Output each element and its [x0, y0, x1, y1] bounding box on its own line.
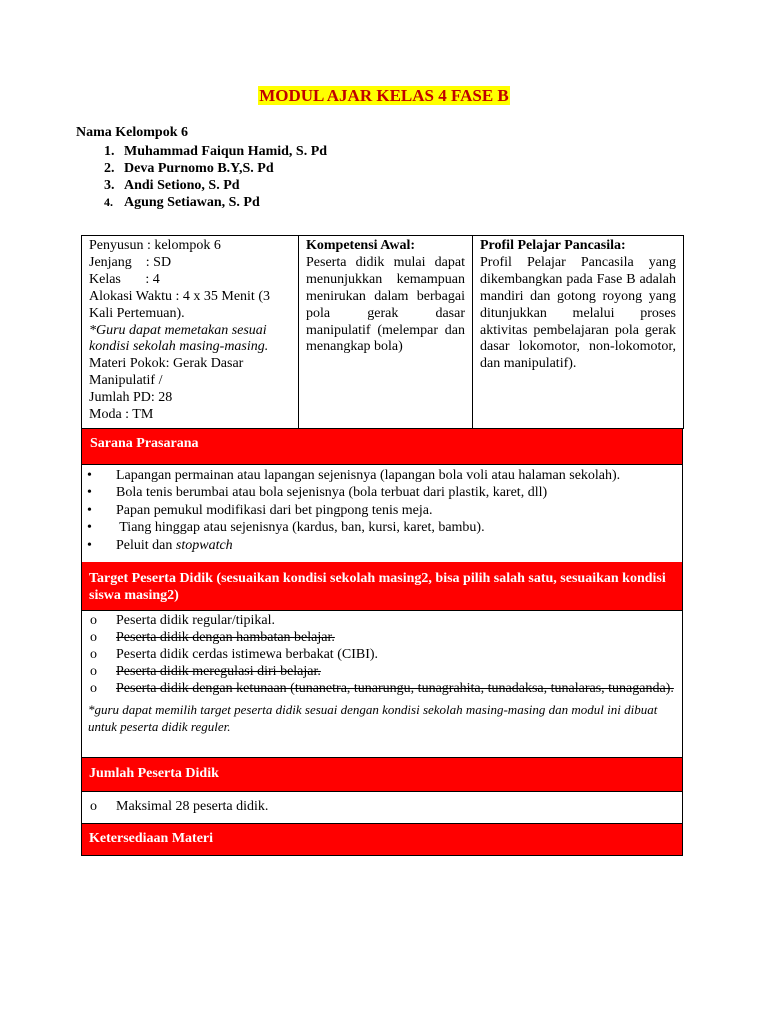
sarana-list [82, 467, 682, 554]
sarana-item: • Papan pemukul modifikasi dari bet pingpong tenis meja. [116, 502, 682, 519]
materi-text: Materi Pokok: Gerak Dasar Manipulatif / [89, 356, 244, 389]
sarana-item-italic: stopwatch [175, 537, 233, 553]
info-table [81, 235, 684, 429]
info-cell-identity [82, 236, 299, 429]
member-name: Muhammad Faiqun Hamid, S. Pd [124, 144, 328, 159]
member-list [76, 143, 327, 211]
target-item [90, 629, 682, 646]
teacher-note: *Guru dapat memetakan sesuai kondisi sekolah masing-masing. [89, 322, 269, 355]
jumlah-box [81, 791, 683, 824]
member-number: 3. [104, 178, 115, 193]
member-number: 2. [104, 161, 115, 176]
jumlah-marker: o [90, 799, 97, 814]
target-item-text: Peserta didik cerdas istimewa berbakat (CIBI). [116, 647, 379, 662]
document-title [0, 86, 768, 106]
ketersediaan-heading: Ketersediaan Materi [89, 831, 214, 846]
target-marker: o [90, 613, 97, 628]
target-item-text: Peserta didik dengan ketunaan (tunanetra, tunarungu, tunagrahita, tunadaksa, tunalaras, tunaganda). [116, 681, 674, 696]
target-marker: o [90, 681, 97, 696]
materi-block [89, 323, 291, 391]
member-number: 1. [104, 144, 115, 159]
member-item [98, 160, 327, 177]
target-item [90, 646, 682, 663]
kelas-text: Kelas : 4 [89, 271, 160, 287]
jenjang-text: Jenjang : SD [89, 254, 172, 270]
member-item [98, 194, 327, 211]
target-marker: o [90, 647, 97, 662]
sarana-box [81, 464, 683, 563]
sarana-heading: Sarana Prasarana [90, 436, 199, 451]
sarana-item: • Bola tenis berumbai atau bola sejenisnya (bola terbuat dari plastik, karet, dll) [116, 484, 682, 501]
target-header [81, 562, 683, 610]
target-item [90, 663, 682, 680]
member-name: Deva Purnomo B.Y,S. Pd [124, 161, 274, 176]
target-note: *guru dapat memilih target peserta didik sesuai dengan kondisi sekolah masing-masing dan modul ini dibuat untuk peserta didik reguler. [88, 702, 658, 734]
info-cell-profil [473, 236, 684, 429]
sarana-item: • Lapangan permainan atau lapangan sejenisnya (lapangan bola voli atau halaman sekolah). [116, 467, 682, 484]
kompetensi-heading: Kompetensi Awal: [306, 238, 416, 253]
sarana-item: • Tiang hinggap atau sejenisnya (kardus, ban, kursi, karet, bambu). [116, 519, 682, 536]
group-section [76, 124, 327, 211]
sarana-item [116, 537, 682, 554]
jumlah-pd-text: Jumlah PD: 28 [89, 390, 173, 406]
kompetensi-text: Peserta didik mulai dapat menunjukkan kemampuan menirukan dalam berbagai pola gerak dasar manipulatif (melempar dan menangkap bola) [306, 254, 465, 355]
profil-text: Profil Pelajar Pancasila yang dikembangkan pada Fase B adalah mandiri dan gotong royong yang ditunjukkan melalui proses aktivitas pembelajaran pola gerak dasar lokomotor, non-lokomotor, dan manipulatif). [480, 254, 676, 372]
profil-heading: Profil Pelajar Pancasila: [480, 238, 626, 253]
target-item [90, 680, 682, 697]
group-label: Nama Kelompok 6 [76, 125, 188, 140]
target-marker: o [90, 630, 97, 645]
penyusun-text: Penyusun : kelompok 6 [89, 238, 221, 253]
member-name: Andi Setiono, S. Pd [124, 178, 240, 193]
target-item [90, 612, 682, 629]
alokasi-text: Alokasi Waktu : 4 x 35 Menit (3 Kali Pertemuan). [89, 288, 270, 321]
jumlah-item-text: Maksimal 28 peserta didik. [116, 799, 269, 814]
sarana-header [81, 428, 683, 464]
ketersediaan-header [81, 824, 683, 856]
target-item-text: Peserta didik regular/tipikal. [116, 613, 276, 628]
member-item [98, 143, 327, 160]
jumlah-list [82, 798, 682, 815]
target-marker: o [90, 664, 97, 679]
target-item-text: Peserta didik meregulasi diri belajar. [116, 664, 321, 679]
member-number: 4. [104, 195, 113, 209]
moda-text: Moda : TM [89, 407, 154, 423]
target-list [82, 612, 682, 697]
jumlah-header [81, 758, 683, 791]
target-item-text: Peserta didik dengan hambatan belajar. [116, 630, 335, 645]
sarana-item-text: Peluit dan [116, 537, 176, 553]
member-name: Agung Setiawan, S. Pd [124, 195, 260, 210]
info-cell-kompetensi [299, 236, 473, 429]
member-item [98, 177, 327, 194]
jumlah-heading: Jumlah Peserta Didik [89, 766, 219, 781]
jumlah-item [90, 798, 682, 815]
document-title-text: MODUL AJAR KELAS 4 FASE B [259, 86, 509, 105]
target-heading: Target Peserta Didik (sesuaikan kondisi sekolah masing2, bisa pilih salah satu, sesuaikan kondisi siswa masing2) [89, 571, 666, 603]
target-box [81, 610, 683, 758]
